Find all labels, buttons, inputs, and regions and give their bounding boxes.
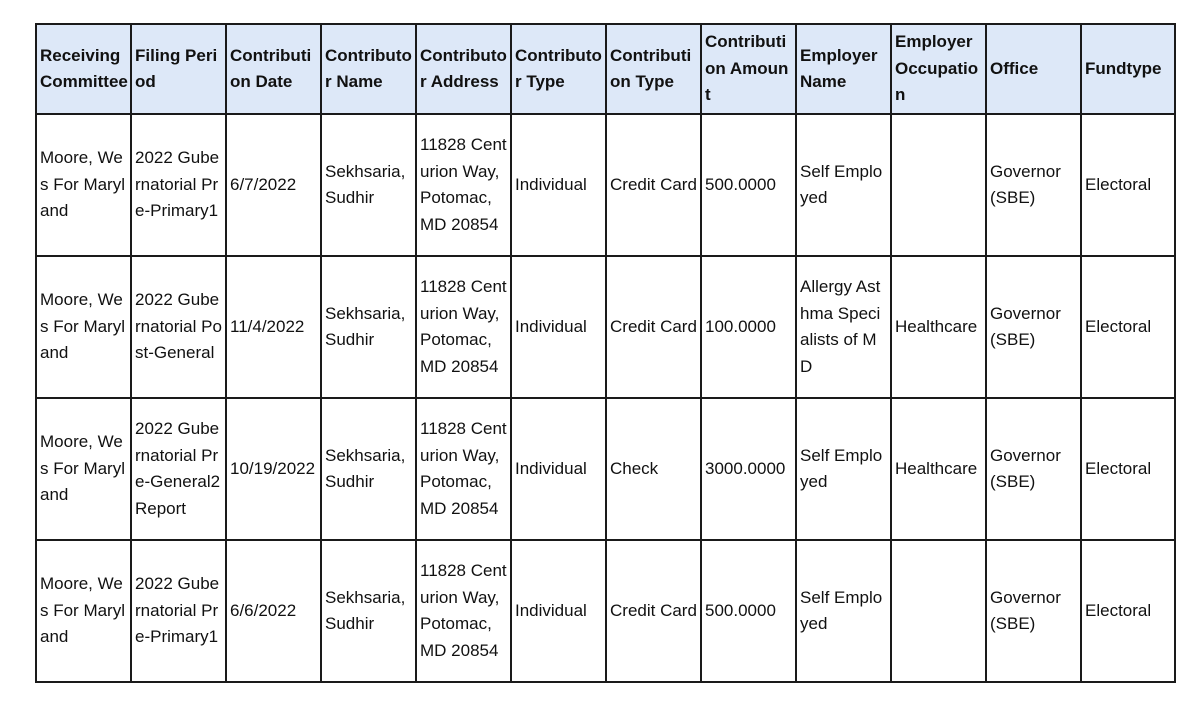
cell-employer-name: Self Employed bbox=[796, 540, 891, 682]
cell-contributor-name: Sekhsaria, Sudhir bbox=[321, 540, 416, 682]
cell-contributor-address: 11828 Centurion Way, Potomac, MD 20854 bbox=[416, 114, 511, 256]
cell-contributor-name: Sekhsaria, Sudhir bbox=[321, 398, 416, 540]
cell-contribution-type: Credit Card bbox=[606, 114, 701, 256]
cell-contribution-amount: 500.0000 bbox=[701, 540, 796, 682]
table-row bbox=[36, 398, 1175, 540]
header-contributor-address: Contributor Address bbox=[416, 24, 511, 114]
cell-contribution-amount: 100.0000 bbox=[701, 256, 796, 398]
cell-contributor-name: Sekhsaria, Sudhir bbox=[321, 114, 416, 256]
cell-fundtype: Electoral bbox=[1081, 114, 1175, 256]
cell-office: Governor (SBE) bbox=[986, 114, 1081, 256]
cell-employer-occupation bbox=[891, 540, 986, 682]
cell-receiving-committee: Moore, Wes For Maryland bbox=[36, 540, 131, 682]
cell-contribution-type: Credit Card bbox=[606, 540, 701, 682]
cell-contributor-address: 11828 Centurion Way, Potomac, MD 20854 bbox=[416, 540, 511, 682]
cell-employer-occupation: Healthcare bbox=[891, 256, 986, 398]
header-contribution-type: Contribution Type bbox=[606, 24, 701, 114]
header-contributor-type: Contributor Type bbox=[511, 24, 606, 114]
contributions-table bbox=[35, 23, 1176, 683]
cell-contributor-type: Individual bbox=[511, 114, 606, 256]
cell-contribution-date: 6/7/2022 bbox=[226, 114, 321, 256]
cell-receiving-committee: Moore, Wes For Maryland bbox=[36, 114, 131, 256]
header-contribution-date: Contribution Date bbox=[226, 24, 321, 114]
cell-receiving-committee: Moore, Wes For Maryland bbox=[36, 256, 131, 398]
cell-contribution-date: 11/4/2022 bbox=[226, 256, 321, 398]
cell-employer-name: Allergy Asthma Specialists of MD bbox=[796, 256, 891, 398]
cell-contributor-type: Individual bbox=[511, 398, 606, 540]
cell-employer-name: Self Employed bbox=[796, 114, 891, 256]
header-contributor-name: Contributor Name bbox=[321, 24, 416, 114]
cell-filing-period: 2022 Gubernatorial Pre-Primary1 bbox=[131, 114, 226, 256]
header-filing-period: Filing Period bbox=[131, 24, 226, 114]
cell-employer-occupation bbox=[891, 114, 986, 256]
cell-employer-occupation: Healthcare bbox=[891, 398, 986, 540]
cell-filing-period: 2022 Gubernatorial Pre-General2 Report bbox=[131, 398, 226, 540]
cell-contributor-address: 11828 Centurion Way, Potomac, MD 20854 bbox=[416, 398, 511, 540]
cell-office: Governor (SBE) bbox=[986, 540, 1081, 682]
cell-receiving-committee: Moore, Wes For Maryland bbox=[36, 398, 131, 540]
cell-contribution-type: Check bbox=[606, 398, 701, 540]
cell-contribution-amount: 3000.0000 bbox=[701, 398, 796, 540]
table-row bbox=[36, 256, 1175, 398]
cell-office: Governor (SBE) bbox=[986, 398, 1081, 540]
cell-filing-period: 2022 Gubernatorial Pre-Primary1 bbox=[131, 540, 226, 682]
cell-contributor-type: Individual bbox=[511, 540, 606, 682]
table-row bbox=[36, 540, 1175, 682]
cell-employer-name: Self Employed bbox=[796, 398, 891, 540]
table-row bbox=[36, 114, 1175, 256]
cell-contribution-type: Credit Card bbox=[606, 256, 701, 398]
cell-office: Governor (SBE) bbox=[986, 256, 1081, 398]
cell-contributor-type: Individual bbox=[511, 256, 606, 398]
header-receiving-committee: Receiving Committee bbox=[36, 24, 131, 114]
header-employer-name: Employer Name bbox=[796, 24, 891, 114]
header-office: Office bbox=[986, 24, 1081, 114]
header-fundtype: Fundtype bbox=[1081, 24, 1175, 114]
cell-filing-period: 2022 Gubernatorial Post-General bbox=[131, 256, 226, 398]
header-employer-occupation: Employer Occupation bbox=[891, 24, 986, 114]
cell-contributor-address: 11828 Centurion Way, Potomac, MD 20854 bbox=[416, 256, 511, 398]
cell-fundtype: Electoral bbox=[1081, 540, 1175, 682]
header-row bbox=[36, 24, 1175, 114]
cell-contributor-name: Sekhsaria, Sudhir bbox=[321, 256, 416, 398]
table-body bbox=[36, 114, 1175, 682]
cell-contribution-amount: 500.0000 bbox=[701, 114, 796, 256]
header-contribution-amount: Contribution Amount bbox=[701, 24, 796, 114]
table-header bbox=[36, 24, 1175, 114]
cell-fundtype: Electoral bbox=[1081, 398, 1175, 540]
cell-fundtype: Electoral bbox=[1081, 256, 1175, 398]
cell-contribution-date: 6/6/2022 bbox=[226, 540, 321, 682]
cell-contribution-date: 10/19/2022 bbox=[226, 398, 321, 540]
